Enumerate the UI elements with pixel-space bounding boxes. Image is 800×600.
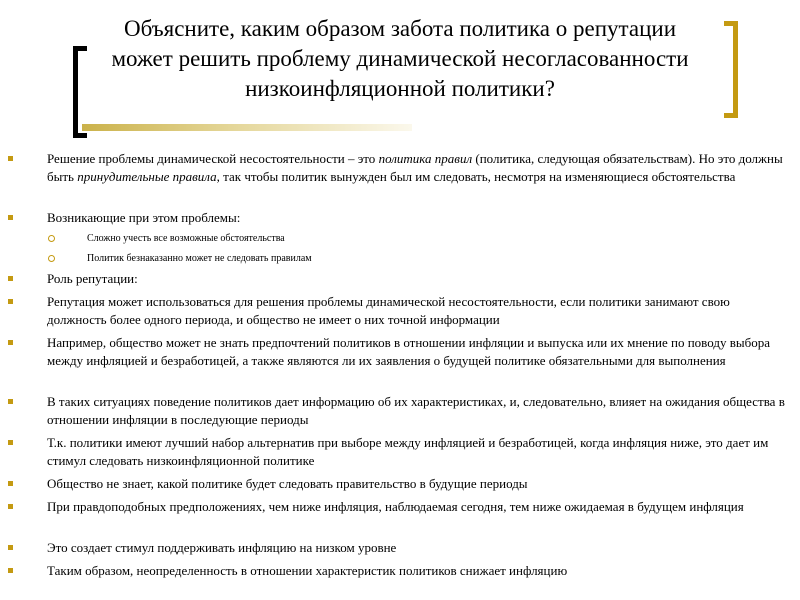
square-bullet-icon — [8, 481, 13, 486]
square-bullet-icon — [8, 504, 13, 509]
right-bracket-decoration — [724, 21, 738, 118]
square-bullet-icon — [8, 545, 13, 550]
bullet-text: Решение проблемы динамической несостоятельности – это политика правил (политика, следующая обязательствам). Но это должны быть принудительные правила, так чтобы политик вынужден был им следовать, несмотря на изменяющиеся обстоятельства — [47, 151, 783, 184]
bullet-text: Таким образом, неопределенность в отношении характеристик политиков снижает инфляцию — [47, 563, 568, 578]
sub-bullet-text: Сложно учесть все возможные обстоятельства — [87, 233, 285, 244]
square-bullet-icon — [8, 440, 13, 445]
square-bullet-icon — [8, 340, 13, 345]
square-bullet-icon — [8, 276, 13, 281]
circle-bullet-icon — [48, 235, 55, 242]
square-bullet-icon — [8, 156, 13, 161]
bullet-text: Роль репутации: — [47, 271, 138, 286]
bullet-text: В таких ситуациях поведение политиков дает информацию об их характеристиках, и, следовательно, влияет на ожидания общества в отношении инфляции в последующие периоды — [47, 394, 785, 427]
square-bullet-icon — [8, 568, 13, 573]
sub-bullet-text: Политик безнаказанно может не следовать правилам — [87, 253, 312, 264]
square-bullet-icon — [8, 215, 13, 220]
bullet-text: Т.к. политики имеют лучший набор альтернатив при выборе между инфляцией и безработицей, когда инфляция ниже, это дает им стимул следовать низкоинфляционной политике — [47, 435, 769, 468]
square-bullet-icon — [8, 399, 13, 404]
bullet-text: Общество не знает, какой политике будет следовать правительство в будущие периоды — [47, 476, 528, 491]
bullet-text: Это создает стимул поддерживать инфляцию на низком уровне — [47, 540, 397, 555]
bullet-text: Возникающие при этом проблемы: — [47, 210, 241, 225]
circle-bullet-icon — [48, 255, 55, 262]
slide-title: Объясните, каким образом забота политика о репутации может решить проблему динамической несогласованности низкоинфляционной политики? — [111, 16, 689, 101]
title-underline-decoration — [82, 124, 412, 131]
bullet-text: Например, общество может не знать предпочтений политиков в отношении инфляции и выпуска или их мнение по поводу выбора между инфляцией и безработицей, а также являются ли их заявления о будущей политике обязательными для выполнения — [47, 335, 770, 368]
square-bullet-icon — [8, 299, 13, 304]
bullet-text: Репутация может использоваться для решения проблемы динамической несостоятельности, если политики занимают свою должность более одного периода, и общество не имеет о них точной информации — [47, 294, 730, 327]
bullet-text: При правдоподобных предположениях, чем ниже инфляция, наблюдаемая сегодня, тем ниже ожидаемая в будущем инфляция — [47, 499, 744, 514]
